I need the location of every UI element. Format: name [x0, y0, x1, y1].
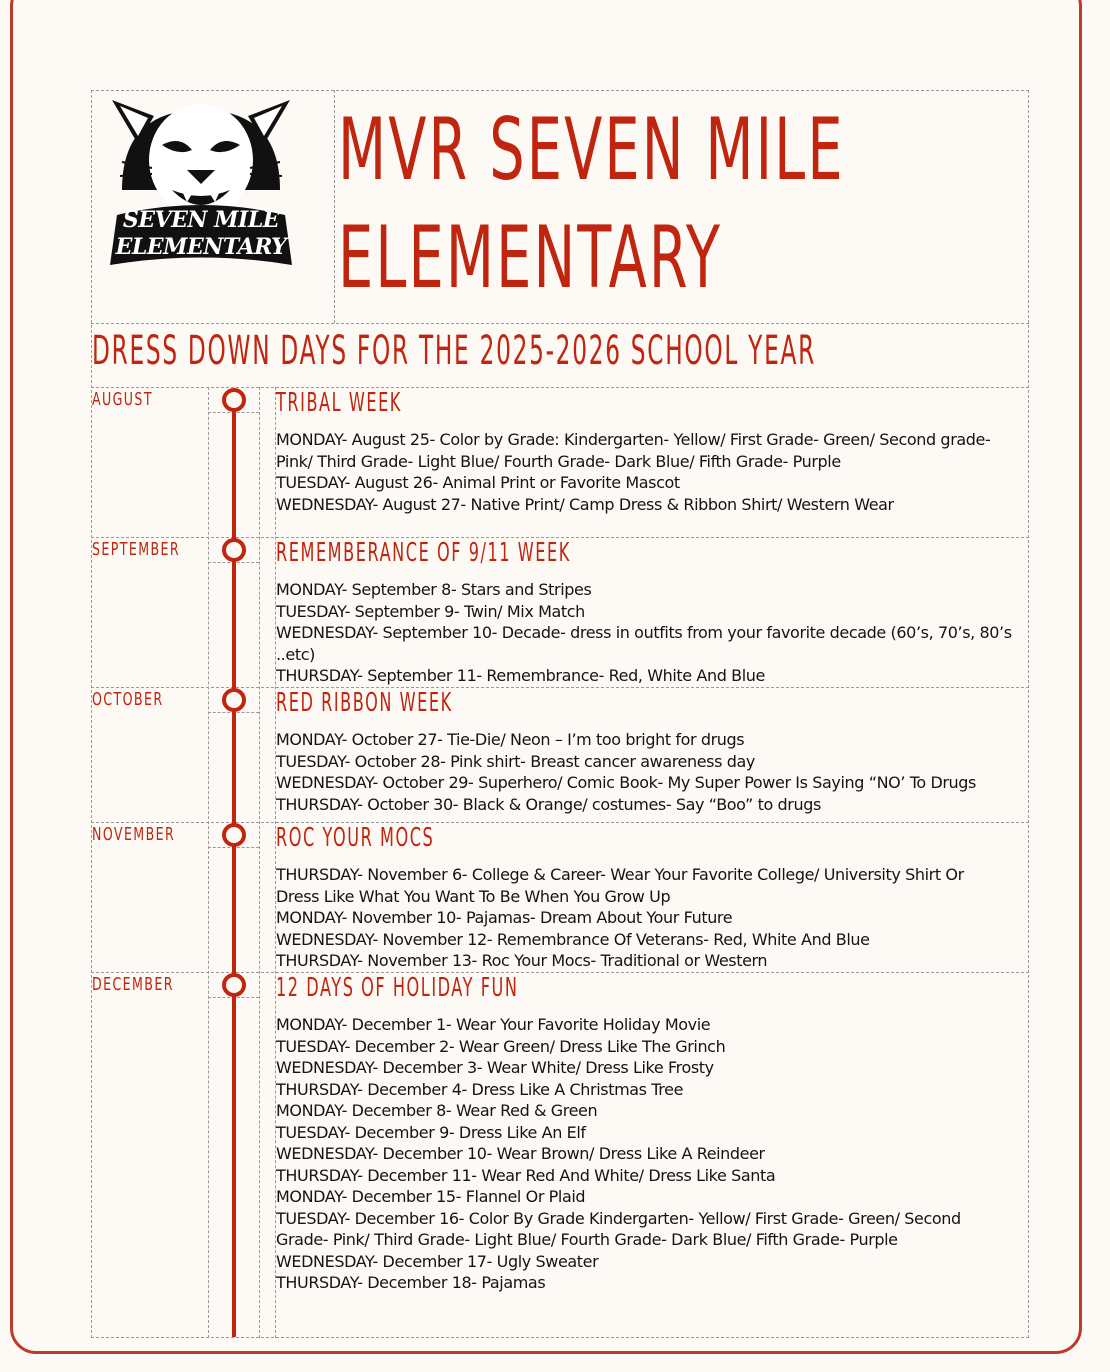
month-label: NOVEMBER	[92, 824, 176, 845]
schedule-line: TUESDAY- August 26- Animal Print or Favorite Mascot	[276, 473, 680, 492]
schedule-line: Pink/ Third Grade- Light Blue/ Fourth Grade- Dark Blue/ Fifth Grade- Purple	[276, 451, 841, 471]
logo-line2: ELEMENTARY	[115, 234, 287, 260]
schedule-line: WEDNESDAY- August 27- Native Print/ Camp Dress & Ribbon Shirt/ Western Wear	[276, 494, 894, 514]
schedule-line: MONDAY- December 1- Wear Your Favorite Holiday Movie	[276, 1015, 711, 1034]
timeline-marker	[222, 388, 246, 412]
schedule-line: THURSDAY- December 18- Pajamas	[276, 1273, 546, 1292]
schedule-line: THURSDAY- December 11- Wear Red And White/ Dress Like Santa	[276, 1165, 776, 1185]
schedule-line: ..etc)	[276, 644, 315, 664]
school-title-line: MVR SEVEN MILE	[338, 100, 845, 200]
week-title: 12 DAYS OF HOLIDAY FUN	[276, 973, 519, 1003]
month-label: DECEMBER	[92, 974, 174, 995]
schedule-line: MONDAY- September 8- Stars and Stripes	[276, 580, 592, 599]
schedule-line: TUESDAY- October 28- Pink shirt- Breast cancer awareness day	[276, 751, 755, 771]
timeline-marker	[222, 823, 246, 847]
logo-line1: SEVEN MILE	[122, 207, 280, 233]
schedule-line: MONDAY- November 10- Pajamas- Dream About Your Future	[276, 908, 733, 927]
school-title	[338, 96, 845, 312]
week-schedule	[276, 1014, 1026, 1294]
week-schedule	[276, 729, 1026, 815]
schedule-line: WEDNESDAY- December 3- Wear White/ Dress Like Frosty	[276, 1058, 714, 1077]
schedule-line: MONDAY- October 27- Tie-Die/ Neon – I’m too bright for drugs	[276, 730, 745, 749]
schedule-line: WEDNESDAY- September 10- Decade- dress in outfits from your favorite decade (60’s, 70’s, 80’s	[276, 623, 1012, 642]
schedule-line: MONDAY- August 25- Color by Grade: Kindergarten- Yellow/ First Grade- Green/ Second grade-	[276, 430, 991, 449]
schedule-line: MONDAY- December 15- Flannel Or Plaid	[276, 1187, 586, 1206]
week-title: TRIBAL WEEK	[276, 388, 402, 418]
page-subtitle: DRESS DOWN DAYS FOR THE 2025-2026 SCHOOL YEAR	[92, 328, 816, 374]
schedule-line: Grade- Pink/ Third Grade- Light Blue/ Fourth Grade- Dark Blue/ Fifth Grade- Purple	[276, 1230, 898, 1249]
week-title: ROC YOUR MOCS	[276, 823, 435, 853]
schedule-line: WEDNESDAY- November 12- Remembrance Of Veterans- Red, White And Blue	[276, 929, 870, 949]
timeline-marker	[222, 538, 246, 562]
week-schedule	[276, 429, 1026, 515]
schedule-line: THURSDAY- September 11- Remembrance- Red, White And Blue	[276, 666, 765, 685]
month-label: SEPTEMBER	[92, 539, 181, 560]
week-title: RED RIBBON WEEK	[276, 688, 453, 718]
school-title-line: ELEMENTARY	[338, 208, 722, 308]
schedule-line: THURSDAY- November 13- Roc Your Mocs- Traditional or Western	[276, 951, 768, 970]
schedule-line: THURSDAY- October 30- Black & Orange/ costumes- Say “Boo” to drugs	[276, 794, 821, 814]
schedule-line: THURSDAY- November 6- College & Career- Wear Your Favorite College/ University Shirt Or	[276, 865, 964, 884]
schedule-line: TUESDAY- December 2- Wear Green/ Dress Like The Grinch	[276, 1036, 726, 1056]
schedule-line: THURSDAY- December 4- Dress Like A Christmas Tree	[276, 1079, 684, 1099]
schedule-line: TUESDAY- September 9- Twin/ Mix Match	[276, 601, 585, 621]
schedule-line: WEDNESDAY- December 17- Ugly Sweater	[276, 1251, 599, 1271]
school-logo	[92, 90, 310, 270]
week-schedule	[276, 864, 1026, 972]
schedule-line: MONDAY- December 8- Wear Red & Green	[276, 1101, 598, 1120]
month-label: OCTOBER	[92, 689, 164, 710]
schedule-line: TUESDAY- December 16- Color By Grade Kindergarten- Yellow/ First Grade- Green/ Second	[276, 1208, 961, 1228]
week-title: REMEMBERANCE OF 9/11 WEEK	[276, 538, 571, 568]
schedule-line: WEDNESDAY- December 10- Wear Brown/ Dress Like A Reindeer	[276, 1144, 765, 1163]
week-schedule	[276, 579, 1026, 687]
schedule-line: Dress Like What You Want To Be When You Grow Up	[276, 886, 671, 906]
timeline-marker	[222, 688, 246, 712]
timeline-marker	[222, 973, 246, 997]
month-label: AUGUST	[92, 389, 153, 410]
schedule-line: WEDNESDAY- October 29- Superhero/ Comic Book- My Super Power Is Saying “NO’ To Drugs	[276, 773, 976, 792]
schedule-line: TUESDAY- December 9- Dress Like An Elf	[276, 1122, 586, 1142]
